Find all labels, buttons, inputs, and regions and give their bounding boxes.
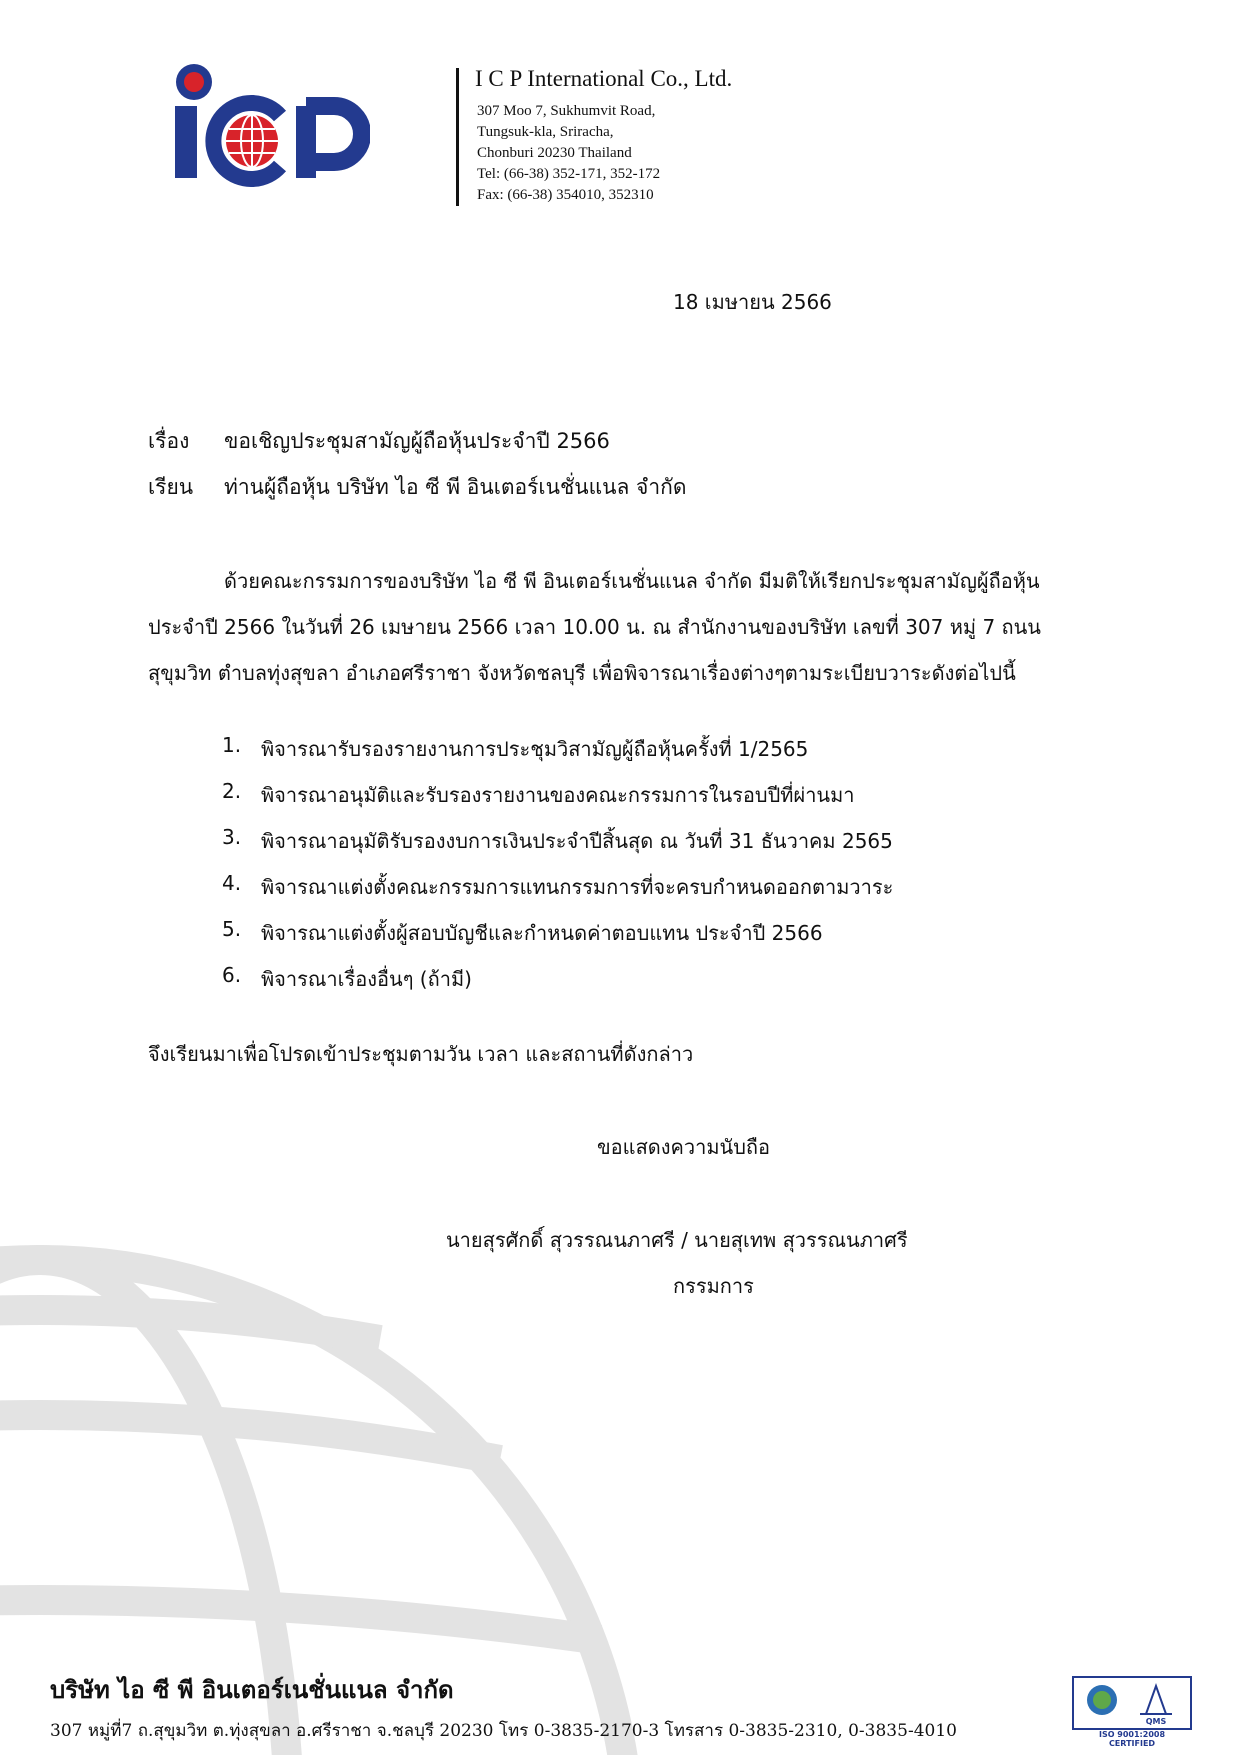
footer-address: 307 หมู่ที่7 ถ.สุขุมวิท ต.ทุ่งสุขลา อ.ศรีราชา จ.ชลบุรี 20230 โทร 0-3835-2170-3 โทรสาร 0-3835-2310, 0-3835-4010	[50, 1721, 957, 1741]
subject-text: ขอเชิญประชุมสามัญผู้ถือหุ้นประจำปี 2566	[224, 429, 610, 453]
agenda-number: 6.	[222, 963, 242, 987]
signer-names: นายสุรศักดิ์ สุวรรณนภาศรี / นายสุเทพ สุวรรณนภาศรี	[446, 1228, 908, 1252]
address-line: 307 Moo 7, Sukhumvit Road,	[477, 103, 656, 119]
body-line: ด้วยคณะกรรมการของบริษัท ไอ ซี พี อินเตอร์เนชั่นแนล จำกัด มีมติให้เรียกประชุมสามัญผู้ถือหุ้น	[224, 569, 1040, 593]
company-address	[477, 101, 660, 206]
body-line: ประจำปี 2566 ในวันที่ 26 เมษายน 2566 เวลา 10.00 น. ณ สำนักงานของบริษัท เลขที่ 307 หมู่ 7 ถนน	[148, 615, 1041, 639]
agenda-number: 4.	[222, 871, 242, 895]
to-label: เรียน	[148, 475, 194, 499]
agenda-number: 1.	[222, 733, 242, 757]
agenda-number: 5.	[222, 917, 242, 941]
body-line: สุขุมวิท ตำบลทุ่งสุขลา อำเภอศรีราชา จังหวัดชลบุรี เพื่อพิจารณาเรื่องต่างๆตามระเบียบวาระดังต่อไปนี้	[148, 661, 1016, 685]
cert-status: CERTIFIED	[1108, 1739, 1156, 1748]
to-text: ท่านผู้ถือหุ้น บริษัท ไอ ซี พี อินเตอร์เนชั่นแนล จำกัด	[224, 475, 687, 499]
regards-text: ขอแสดงความนับถือ	[597, 1135, 771, 1159]
header-divider	[456, 68, 459, 206]
cert-mark-text: QMS	[1145, 1717, 1167, 1726]
cert-frame	[1072, 1676, 1192, 1730]
company-name-en: I C P International Co., Ltd.	[475, 66, 733, 91]
footer-company-name: บริษัท ไอ ซี พี อินเตอร์เนชั่นแนล จำกัด	[50, 1675, 454, 1704]
cert-standard: ISO 9001:2008	[1098, 1730, 1166, 1739]
closing-text: จึงเรียนมาเพื่อโปรดเข้าประชุมตามวัน เวลา และสถานที่ดังกล่าว	[148, 1042, 694, 1066]
iso-certification-badge	[1072, 1676, 1192, 1750]
signer-role: กรรมการ	[673, 1274, 754, 1298]
tel-line: Tel: (66-38) 352-171, 352-172	[477, 166, 661, 182]
agenda-item: พิจารณาอนุมัติรับรองงบการเงินประจำปีสิ้นสุด ณ วันที่ 31 ธันวาคม 2565	[261, 829, 893, 853]
letter-date: 18 เมษายน 2566	[673, 290, 832, 314]
agenda-item: พิจารณารับรองรายงานการประชุมวิสามัญผู้ถือหุ้นครั้งที่ 1/2565	[261, 737, 809, 761]
agenda-number: 2.	[222, 779, 242, 803]
fax-line: Fax: (66-38) 354010, 352310	[477, 187, 654, 203]
icp-logo	[170, 62, 370, 187]
agenda-number: 3.	[222, 825, 242, 849]
cert-seal-icon	[1074, 1678, 1190, 1728]
agenda-item: พิจารณาเรื่องอื่นๆ (ถ้ามี)	[261, 967, 472, 991]
subject-label: เรื่อง	[148, 429, 190, 453]
agenda-item: พิจารณาแต่งตั้งคณะกรรมการแทนกรรมการที่จะครบกำหนดออกตามวาระ	[261, 875, 894, 899]
agenda-item: พิจารณาแต่งตั้งผู้สอบบัญชีและกำหนดค่าตอบแทน ประจำปี 2566	[261, 921, 823, 945]
agenda-item: พิจารณาอนุมัติและรับรองรายงานของคณะกรรมการในรอบปีที่ผ่านมา	[261, 783, 855, 807]
address-line: Tungsuk-kla, Sriracha,	[477, 124, 614, 140]
address-line: Chonburi 20230 Thailand	[477, 145, 632, 161]
